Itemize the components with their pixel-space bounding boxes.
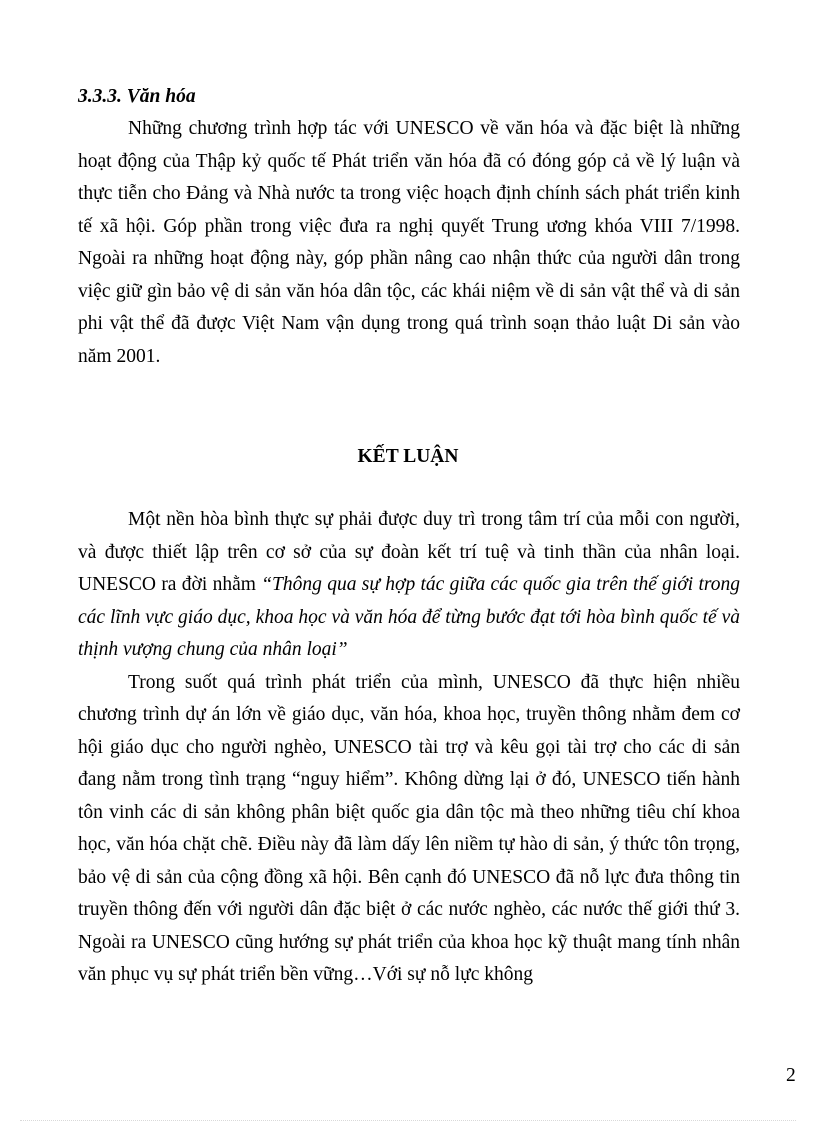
page-number: 2 <box>786 1065 796 1086</box>
section-body <box>78 113 740 373</box>
unesco-mission-quote: “Thông qua sự hợp tác giữa các quốc gia trên thế giới trong các lĩnh vực giáo dục, khoa học và văn hóa để từng bước đạt tới hòa bình quốc tế và thịnh vượng chung của nhân loại” <box>78 574 740 660</box>
conclusion-body <box>78 504 740 992</box>
conclusion-p1-intro: Một nền hòa bình thực sự phải được duy trì trong tâm trí của mỗi con người, và được thiết lập trên cơ sở của sự đoàn kết trí tuệ và tinh thần của nhân loại. UNESCO ra đời nhằm <box>78 509 740 595</box>
conclusion-paragraph-1 <box>78 504 740 667</box>
conclusion-title: KẾT LUẬN <box>357 446 459 467</box>
page-bottom-divider <box>20 1120 796 1121</box>
section-heading: 3.3.3. Văn hóa <box>78 86 196 107</box>
section-paragraph: Những chương trình hợp tác với UNESCO về văn hóa và đặc biệt là những hoạt động của Thập kỷ quốc tế Phát triển văn hóa đã có đóng góp cả về lý luận và thực tiễn cho Đảng và Nhà nước ta trong việc hoạch định chính sách phát triển kinh tế xã hội. Góp phần trong việc đưa ra nghị quyết Trung ương khóa VIII 7/1998. Ngoài ra những hoạt động này, góp phần nâng cao nhận thức của người dân trong việc giữ gìn bảo vệ di sản văn hóa dân tộc, các khái niệm về di sản vật thể và di sản phi vật thể đã được Việt Nam vận dụng trong quá trình soạn thảo luật Di sản vào năm 2001. <box>78 118 740 367</box>
conclusion-paragraph-2: Trong suốt quá trình phát triển của mình, UNESCO đã thực hiện nhiều chương trình dự án lớn về giáo dục, văn hóa, khoa học, truyền thông nhằm đem cơ hội giáo dục cho người nghèo, UNESCO tài trợ và kêu gọi tài trợ cho các di sản đang nằm trong tình trạng “nguy hiểm”. Không dừng lại ở đó, UNESCO tiến hành tôn vinh các di sản không phân biệt quốc gia dân tộc mà theo những tiêu chí khoa học, văn hóa chặt chẽ. Điều này đã làm dấy lên niềm tự hào di sản, ý thức tôn trọng, bảo vệ di sản của cộng đồng xã hội. Bên cạnh đó UNESCO đã nỗ lực đưa thông tin truyền thông đến với người dân đặc biệt ở các nước nghèo, các nước thế giới thứ 3. Ngoài ra UNESCO cũng hướng sự phát triển của khoa học kỹ thuật mang tính nhân văn phục vụ sự phát triển bền vững…Với sự nỗ lực không <box>78 671 740 985</box>
